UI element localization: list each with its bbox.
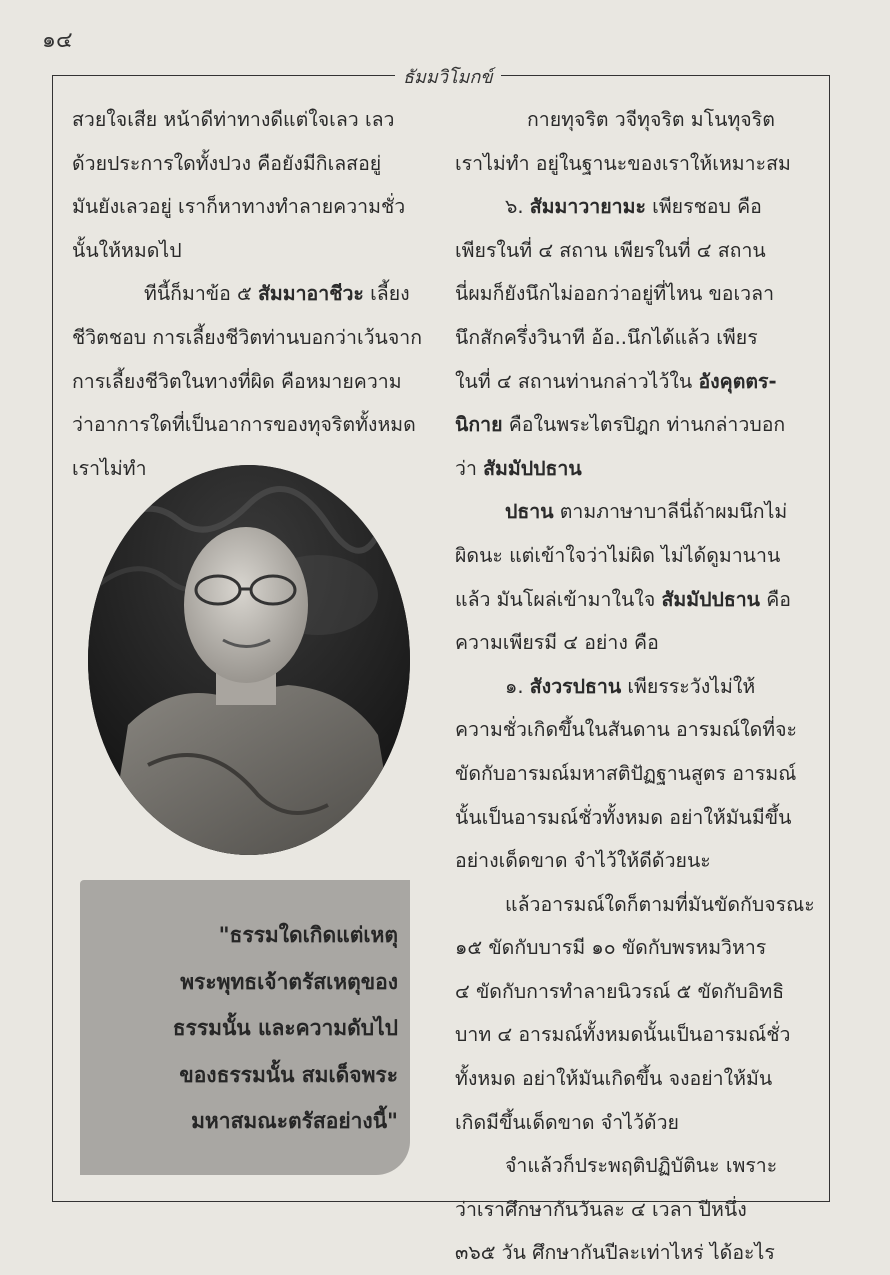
right-line: อย่างเด็ดขาด จำไว้ให้ดีด้วยนะ (455, 849, 711, 873)
right-column (455, 98, 815, 1275)
line-text: เพียรระวังไม่ให้ (621, 674, 756, 698)
quote-text (108, 912, 398, 1145)
right-line: ๔ ขัดกับการทำลายนิวรณ์ ๕ ขัดกับอิทธิ (455, 979, 785, 1003)
bold-term: ปธาน (505, 500, 554, 524)
line-text: ทีนี้ก็มาข้อ ๕ (144, 282, 258, 306)
right-line: กายทุจริต วจีทุจริต มโนทุจริต (527, 108, 775, 131)
right-line (455, 665, 815, 709)
left-line: ว่าอาการใดที่เป็นอาการของทุจริตทั้งหมด (72, 413, 416, 437)
bold-term: สัมมาวายามะ (529, 195, 646, 219)
left-line: เราไม่ทำ (72, 456, 147, 480)
right-line: ความชั่วเกิดขึ้นในสันดาน อารมณ์ใดที่จะ (455, 718, 798, 742)
quote-line: "ธรรมใดเกิดแต่เหตุ (218, 923, 398, 947)
line-text: คือในพระไตรปิฎก ท่านกล่าวบอก (502, 413, 786, 437)
left-line: สวยใจเสีย หน้าดีท่าทางดีแต่ใจเลว เลว (72, 108, 395, 131)
right-line: นี่ผมก็ยังนึกไม่ออกว่าอยู่ที่ไหน ขอเวลา (455, 282, 775, 306)
monk-portrait-photo (88, 465, 410, 855)
left-line: มันยังเลวอยู่ เราก็หาทางทำลายความชั่ว (72, 195, 406, 219)
line-text: ๖. (505, 195, 530, 219)
quote-line: ธรรมนั้น และความดับไป (172, 1016, 398, 1040)
right-line: เพียรในที่ ๔ สถาน เพียรในที่ ๔ สถาน (455, 238, 766, 262)
left-line: นั้นให้หมดไป (72, 238, 182, 262)
quote-line: มหาสมณะตรัสอย่างนี้" (191, 1109, 398, 1133)
left-line: ด้วยประการใดทั้งปวง คือยังมีกิเลสอยู่ (72, 151, 382, 175)
right-line: เราไม่ทำ อยู่ในฐานะของเราให้เหมาะสม (455, 151, 791, 175)
line-text: ในที่ ๔ สถานท่านกล่าวไว้ใน (455, 369, 699, 393)
right-line: แล้วอารมณ์ใดก็ตามที่มันขัดกับจรณะ (505, 892, 815, 916)
running-header-title: ธัมมวิโมกข์ (395, 62, 501, 91)
line-text: ตามภาษาบาลีนี่ถ้าผมนึกไม่ (553, 500, 788, 524)
right-line: ทั้งหมด อย่าให้มันเกิดขึ้น จงอย่าให้มัน (455, 1067, 773, 1091)
line-text: เลี้ยง (363, 282, 410, 306)
right-line: จำแล้วก็ประพฤติปฏิบัตินะ เพราะ (505, 1154, 778, 1178)
left-column (72, 98, 432, 490)
right-line (455, 185, 815, 229)
bold-term: สัมมาอาชีวะ (258, 282, 364, 306)
line-text: ๑. (505, 674, 530, 698)
page-number: ๑๔ (42, 28, 73, 53)
left-line: การเลี้ยงชีวิตในทางที่ผิด คือหมายความ (72, 369, 402, 393)
right-line (455, 578, 815, 622)
right-line: ความเพียรมี ๔ อย่าง คือ (455, 631, 659, 655)
bold-term: อังคุตตร- (698, 369, 777, 393)
line-text: แล้ว มันโผล่เข้ามาในใจ (455, 587, 662, 611)
portrait-illustration (88, 465, 410, 855)
right-line (455, 490, 815, 534)
bold-term: สังวรปธาน (529, 674, 622, 698)
quote-line: พระพุทธเจ้าตรัสเหตุของ (180, 969, 398, 994)
right-line (455, 403, 815, 447)
right-line: บาท ๔ อารมณ์ทั้งหมดนั้นเป็นอารมณ์ชั่ว (455, 1023, 791, 1047)
bold-term: นิกาย (455, 413, 503, 437)
bold-term: สัมมัปปธาน (661, 587, 761, 611)
left-line: ชีวิตชอบ การเลี้ยงชีวิตท่านบอกว่าเว้นจาก (72, 325, 423, 349)
right-line (455, 360, 815, 404)
bold-term: สัมมัปปธาน (483, 456, 582, 480)
line-text: เพียรชอบ คือ (645, 195, 762, 219)
right-line: นั้นเป็นอารมณ์ชั่วทั้งหมด อย่าให้มันมีขึ้น (455, 805, 792, 829)
line-text: ว่า (455, 456, 484, 480)
line-text: คือ (760, 587, 791, 611)
right-line: ๑๕ ขัดกับบารมี ๑๐ ขัดกับพรหมวิหาร (455, 936, 767, 960)
right-line: นึกสักครึ่งวินาที อ้อ..นึกได้แล้ว เพียร (455, 325, 758, 349)
right-line: ขัดกับอารมณ์มหาสติปัฏฐานสูตร อารมณ์ (455, 761, 797, 785)
right-line: เกิดมีขึ้นเด็ดขาด จำไว้ด้วย (455, 1110, 679, 1134)
right-line (455, 447, 815, 491)
right-line: ๓๖๕ วัน ศึกษากันปีละเท่าไหร่ ได้อะไร (455, 1241, 775, 1265)
quote-line: ของธรรมนั้น สมเด็จพระ (179, 1062, 398, 1087)
right-line: ผิดนะ แต่เข้าใจว่าไม่ผิด ไม่ได้ดูมานาน (455, 543, 781, 567)
right-line: ว่าเราศึกษากันวันละ ๔ เวลา ปีหนึ่ง (455, 1197, 747, 1221)
left-line (72, 272, 432, 316)
